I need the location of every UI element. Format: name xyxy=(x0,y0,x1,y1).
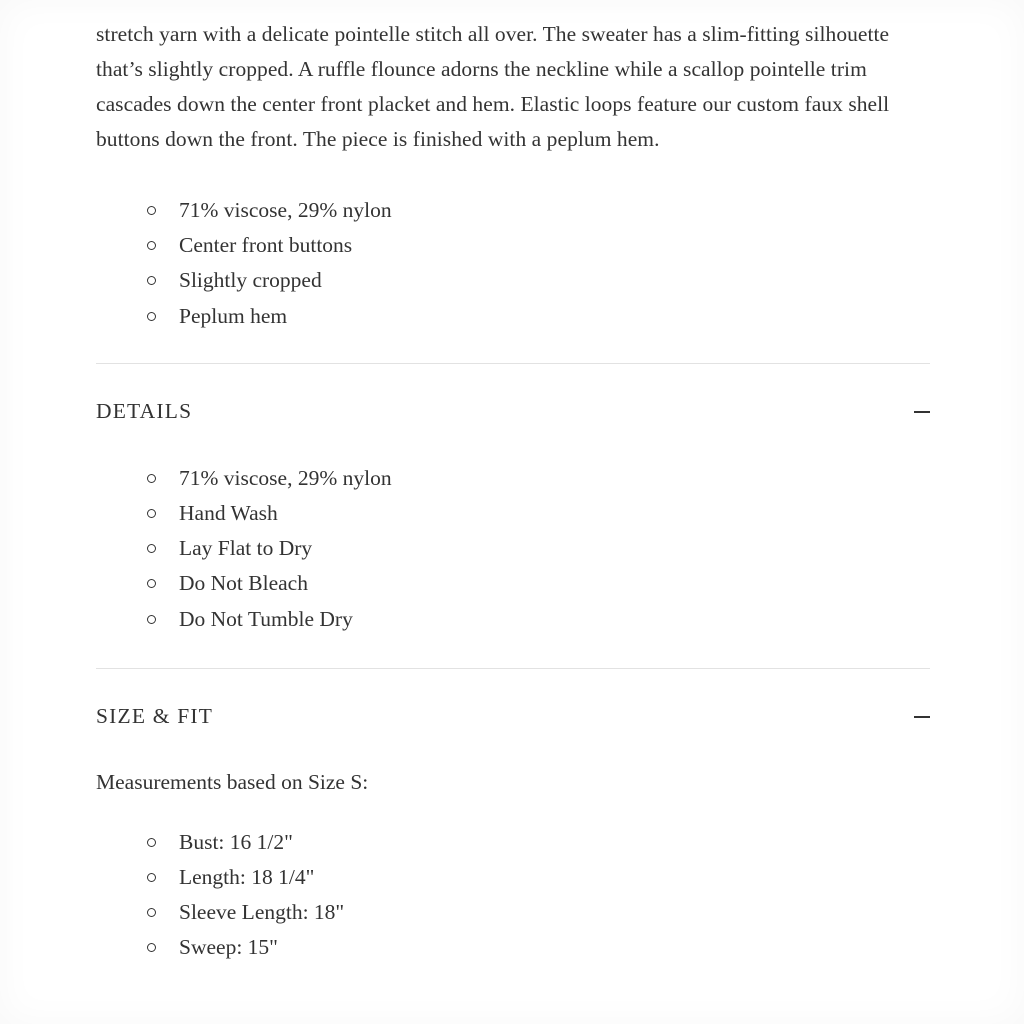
bullet-circle-icon xyxy=(147,838,156,847)
bullet-circle-icon xyxy=(147,615,156,624)
bullet-circle-icon xyxy=(147,579,156,588)
list-item: Hand Wash xyxy=(147,496,930,531)
bullet-circle-icon xyxy=(147,474,156,483)
bullet-circle-icon xyxy=(147,544,156,553)
list-item: Do Not Tumble Dry xyxy=(147,602,930,637)
list-item: 71% viscose, 29% nylon xyxy=(147,461,930,496)
list-item: 71% viscose, 29% nylon xyxy=(147,193,930,228)
size-intro-text: Measurements based on Size S: xyxy=(96,769,369,794)
bullet-circle-icon xyxy=(147,943,156,952)
size-fit-title: SIZE & FIT xyxy=(96,704,214,729)
list-item: Peplum hem xyxy=(147,299,930,334)
bullet-circle-icon xyxy=(147,276,156,285)
list-item: Center front buttons xyxy=(147,228,930,263)
bullet-circle-icon xyxy=(147,312,156,321)
details-accordion-header[interactable] xyxy=(96,394,930,430)
details-title: DETAILS xyxy=(96,399,193,424)
list-item: Sleeve Length: 18" xyxy=(147,895,930,930)
list-item: Do Not Bleach xyxy=(147,566,930,601)
bullet-circle-icon xyxy=(147,908,156,917)
minus-icon[interactable] xyxy=(914,411,930,413)
bullet-circle-icon xyxy=(147,873,156,882)
bullet-circle-icon xyxy=(147,509,156,518)
bullet-circle-icon xyxy=(147,241,156,250)
bullet-circle-icon xyxy=(147,206,156,215)
list-item: Sweep: 15" xyxy=(147,930,930,965)
size-fit-bullet-list xyxy=(96,825,930,966)
list-item: Lay Flat to Dry xyxy=(147,531,930,566)
list-item: Bust: 16 1/2" xyxy=(147,825,930,860)
list-item: Slightly cropped xyxy=(147,263,930,298)
section-divider xyxy=(96,668,930,669)
details-bullet-list xyxy=(96,461,930,637)
section-divider xyxy=(96,363,930,364)
list-item: Length: 18 1/4" xyxy=(147,860,930,895)
minus-icon[interactable] xyxy=(914,716,930,718)
size-fit-accordion-header[interactable] xyxy=(96,699,930,735)
product-description: stretch yarn with a delicate pointelle stitch all over. The sweater has a slim-fitting silhouette that’s slightly cropped. A ruffle flounce adorns the neckline while a scallop pointelle trim cascades down the center front placket and hem. Elastic loops feature our custom faux shell buttons down the front. The piece is finished with a peplum hem. xyxy=(96,22,890,151)
description-bullet-list xyxy=(96,193,930,334)
